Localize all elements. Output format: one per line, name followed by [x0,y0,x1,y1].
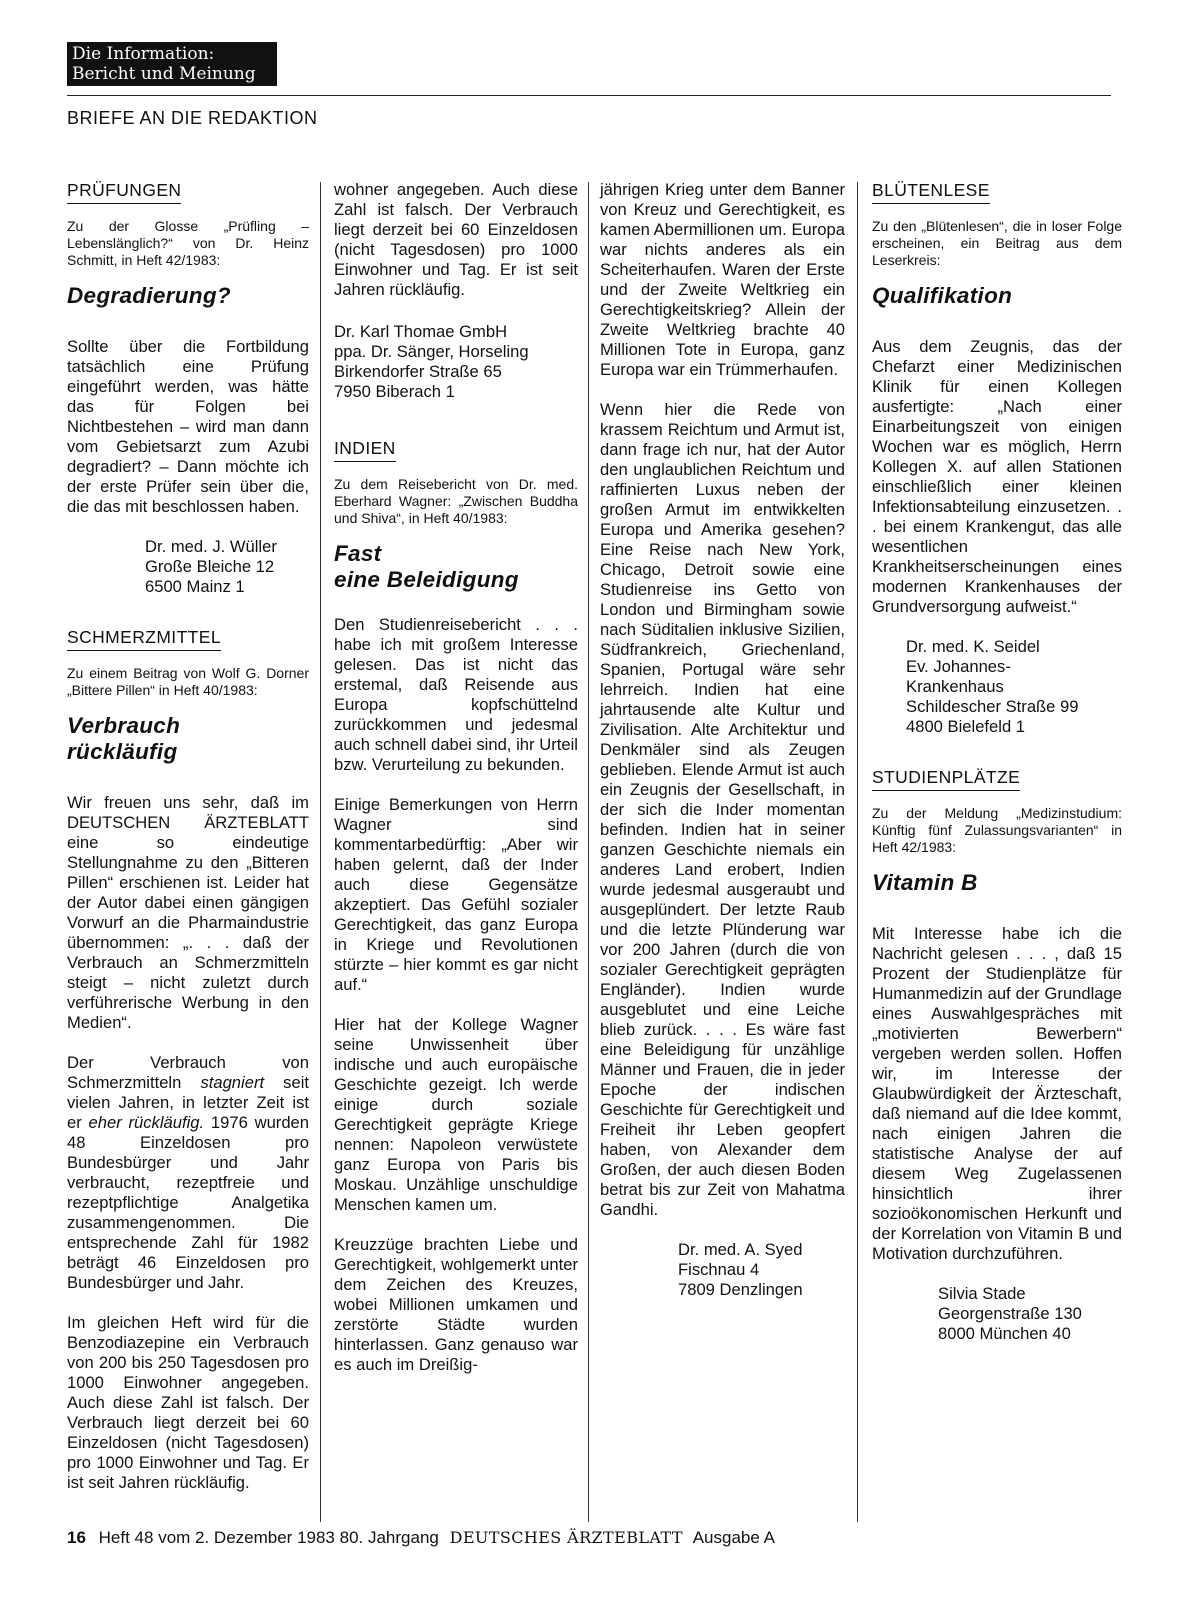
letter-signature-studienplaetze [938,1284,1122,1344]
letter-head-indien: INDIEN [334,438,396,462]
signature-line: 4800 Bielefeld 1 [906,717,1026,736]
letter-title-bluetenlese: Qualifikation [872,283,1013,308]
letter-head-bluetenlese: BLÜTENLESE [872,180,990,204]
signature-line: Große Bleiche 12 [145,557,275,576]
column-divider [857,182,858,1522]
letter-title-indien [334,541,578,593]
letter-body-studienplaetze: Mit Interesse habe ich die Nachricht gelesen . . . , daß 15 Prozent der Studienplätze für Humanmedizin auf der Grundlage eines Auswahlgespräches mit „motivierten Bewerbern“ vergeben werden sollen. Hoffen wir, im Interesse der Glaubwürdigkeit der Ärzteschaft, daß niemand auf die Idee kommt, nach einigen Jahren die statistische Analyse der auf diesem Weg Zugelassenen hinsichtlich ihrer sozioökonomischen Herkunft und der Korrelation von Vitamin B und Motivation durchzuführen. [872,924,1122,1263]
masthead: DEUTSCHES ÄRZTEBLATT [449,1528,683,1547]
column-4 [872,180,1122,1374]
signature-line: 6500 Mainz 1 [145,577,245,596]
signature-line: Dr. Karl Thomae GmbH [334,322,508,341]
signature-line: 8000 München 40 [938,1324,1071,1343]
rubric-banner [67,42,277,86]
text-run: seit vielen Jahren, in letzter Zeit ist er [67,1073,310,1132]
rubric-line-2: Bericht und Meinung [72,64,256,84]
letter-title-schmerzmittel [67,713,309,765]
title-line: Fast [334,541,382,566]
signature-line: Schildescher Straße 99 [906,697,1079,716]
letter-body-bluetenlese: Aus dem Zeugnis, das der Chefarzt einer Medizinischen Klinik für einen Kollegen ausfertigte: „Nach einer Einarbeitungszeit von einigen Wochen war es möglich, Herrn Kollegen X. auf allen Stationen einschließlich einer kleinen Infektionsabteilung einzusetzen. . . bei einem Krankengut, das alle wesentlichen Krankheitserscheinungen eines modernen Krankenhauses der Grundversorgung aufweist.“ [872,337,1122,616]
letter-head-studienplaetze: STUDIENPLÄTZE [872,767,1020,791]
signature-line: Dr. med. A. Syed [678,1240,803,1259]
column-divider [320,182,321,1522]
column-2 [334,180,578,1375]
column-1 [67,180,310,1492]
emphasis: stagniert [200,1073,265,1092]
letter-intro-bluetenlese: Zu den „Blütenlesen“, die in loser Folge erscheinen, ein Beitrag aus dem Leserkreis: [872,218,1122,268]
title-line: eine Beleidigung [334,567,519,592]
page-number: 16 [67,1528,86,1547]
issue-info: Heft 48 vom 2. Dezember 1983 80. Jahrgang [98,1528,439,1547]
letter-paragraph: Wir freuen uns sehr, daß im DEUTSCHEN ÄRZTEBLATT eine so eindeutige Stellungnahme zu den „Bitteren Pillen“ erschienen ist. Leider hat der Autor dabei einen gängigen Vorwurf an die Pharmaindustrie übernommen: „. . . daß der Verbrauch an Schmerzmitteln steigt – nicht zuletzt durch verführerische Werbung in den Medien“. [67,793,309,1032]
letter-paragraph: Kreuzzüge brachten Liebe und Gerechtigkeit, wohlgemerkt unter dem Zeichen des Kreuzes, wobei Millionen umkamen und zerstörte Städte wurden hinterlassen. Ganz genauso war es auch im Dreißig- [334,1235,578,1374]
text-run: Der Verbrauch von Schmerzmitteln [67,1053,309,1092]
letter-paragraph: Wenn hier die Rede von krassem Reichtum und Armut ist, dann frage ich nur, hat der Autor den unglaublichen Reichtum und raffinierten Luxus neben der großen Armut im entwikkelten Europa und Amerika gesehen? Eine Reise nach New York, Chicago, Detroit sowie eine Studienreise ins Getto von London und Birmingham sowie nach Süditalien inklusive Sizilien, Südfrankreich, Griechenland, Spanien, Portugal wäre sehr lehrreich. Indien hat eine jahrtausende alte Kultur und Zivilisation. Alte Architektur und Denkmäler sind als Zeugen geblieben. Elende Armut ist auch ein Zeugnis der Gesellschaft, in der sich die Inder momentan befinden. Indien hat in seiner ganzen Geschichte niemals ein anderes Land erobert, Indien wurde jedesmal ausgeraubt und ausgeplündert. Der letzte Raub und die letzte Plünderung war vor 200 Jahren (durch die von sozialer Gerechtigkeit geprägten Engländer). Indien wurde ausgeblutet und eine Leiche blieb zurück. . . . Es wäre fast eine Beleidigung für unzählige Männer und Frauen, die in jeder Epoche der indischen Geschichte für Gerechtigkeit und Freiheit ihr Leben geopfert haben, von Alexander dem Großen, der auch diesen Boden betrat bis zur Zeit von Mahatma Gandhi. [600,400,845,1219]
letter-intro-studienplaetze: Zu der Meldung „Medizinstudium: Künftig fünf Zulassungsvarianten“ in Heft 42/1983: [872,805,1122,855]
letter-intro-pruefungen: Zu der Glosse „Prüfling – Lebenslänglich?“ von Dr. Heinz Schmitt, in Heft 42/1983: [67,218,309,268]
emphasis: eher rückläufig. [88,1113,205,1132]
letter-paragraph [67,1053,309,1293]
letter-paragraph-continuation: wohner angegeben. Auch diese Zahl ist falsch. Der Verbrauch liegt derzeit bei 60 Einzeldosen (nicht Tagesdosen) pro 1000 Einwohner und Tag. Er ist seit Jahren rückläufig. [334,180,578,299]
signature-line: Ev. Johannes- [906,657,1011,676]
letter-signature-indien [678,1240,845,1300]
letter-title-pruefungen: Degradierung? [67,283,231,308]
signature-line: Birkendorfer Straße 65 [334,362,502,381]
header-rule [67,95,1111,96]
signature-line: 7950 Biberach 1 [334,382,455,401]
page-footer [67,1528,775,1548]
column-3 [600,180,845,1330]
edition: Ausgabe A [692,1528,775,1547]
letter-paragraph-continuation: jährigen Krieg unter dem Banner von Kreuz und Gerechtigkeit, es kamen Abermillionen um. Europa war nichts anderes als ein Scheiterhaufen. Waren der Erste und der Zweite Weltkrieg ein Gerechtigkeitskrieg? Allein der Zweite Weltkrieg brachte 40 Millionen Tote in Europa, ganz Europa war ein Trümmerhaufen. [600,180,845,379]
letter-intro-schmerzmittel: Zu einem Beitrag von Wolf G. Dorner „Bittere Pillen“ in Heft 40/1983: [67,665,309,698]
letter-body-pruefungen: Sollte über die Fortbildung tatsächlich eine Prüfung eingeführt werden, was hätte das für Folgen bei Nichtbestehen – wird man dann vom Gebietsarzt zum Azubi degradiert? – Dann möchte ich der erste Prüfer sein über die, die das mit beschlossen haben. [67,337,309,516]
section-title: BRIEFE AN DIE REDAKTION [67,108,318,128]
letter-intro-indien: Zu dem Reisebericht von Dr. med. Eberhard Wagner: „Zwischen Buddha und Shiva“, in Heft 40/1983: [334,476,578,526]
signature-line: 7809 Denzlingen [678,1280,803,1299]
title-line: rückläufig [67,739,178,764]
signature-line: ppa. Dr. Sänger, Horseling [334,342,529,361]
letter-signature-bluetenlese [906,637,1122,737]
signature-line: Krankenhaus [906,677,1004,696]
signature-line: Dr. med. K. Seidel [906,637,1040,656]
signature-line: Silvia Stade [938,1284,1026,1303]
column-divider [588,182,589,1522]
letter-signature-pruefungen [145,537,309,597]
letter-paragraph-continued: Im gleichen Heft wird für die Benzodiazepine ein Verbrauch von 200 bis 250 Tagesdosen pro 1000 Einwohner angegeben. Auch diese Zahl ist falsch. Der Verbrauch liegt derzeit bei 60 Einzeldosen (nicht Tagesdosen) pro 1000 Einwohner und Tag. Er ist seit Jahren rückläufig. [67,1313,309,1492]
title-line: Verbrauch [67,713,181,738]
letter-head-pruefungen: PRÜFUNGEN [67,180,181,204]
letter-paragraph: Hier hat der Kollege Wagner seine Unwissenheit über indische und auch europäische Geschichte gezeigt. Ich werde einige durch soziale Gerechtigkeit geprägte Kriege nennen: Napoleon verwüstete ganz Europa von Paris bis Moskau. Unzählige unschuldige Menschen kamen um. [334,1015,578,1214]
letter-title-studienplaetze: Vitamin B [872,870,978,895]
rubric-line-1: Die Information: [72,44,215,64]
text-run: 1976 wurden 48 Einzeldosen pro Bundesbürger und Jahr verbraucht, rezeptfreie und rezeptpflichtige Analgetika zusammengenommen. Die entsprechende Zahl für 1982 beträgt 46 Einzeldosen pro Bundesbürger und Jahr. [67,1113,310,1292]
signature-line: Dr. med. J. Wüller [145,537,277,556]
signature-line: Fischnau 4 [678,1260,760,1279]
signature-line: Georgenstraße 130 [938,1304,1082,1323]
letter-paragraph: Den Studienreisebericht . . . habe ich mit großem Interesse gelesen. Das ist nicht das erstemal, daß Reisende aus Europa kopfschüttelnd zurückkommen und jedesmal auch schnell dabei sind, ihr Urteil bzw. Verurteilung zu bekunden. [334,615,578,774]
letter-signature-schmerzmittel [334,322,578,402]
letter-head-schmerzmittel: SCHMERZMITTEL [67,627,221,651]
letter-paragraph: Einige Bemerkungen von Herrn Wagner sind kommentarbedürftig: „Aber wir haben gelernt, daß der Inder auch diese Gegensätze akzeptiert. Das Gefühl sozialer Gerechtigkeit, das ganz Europa in Kriege und Revolutionen stürzte – hier kommt es gar nicht auf.“ [334,795,578,994]
